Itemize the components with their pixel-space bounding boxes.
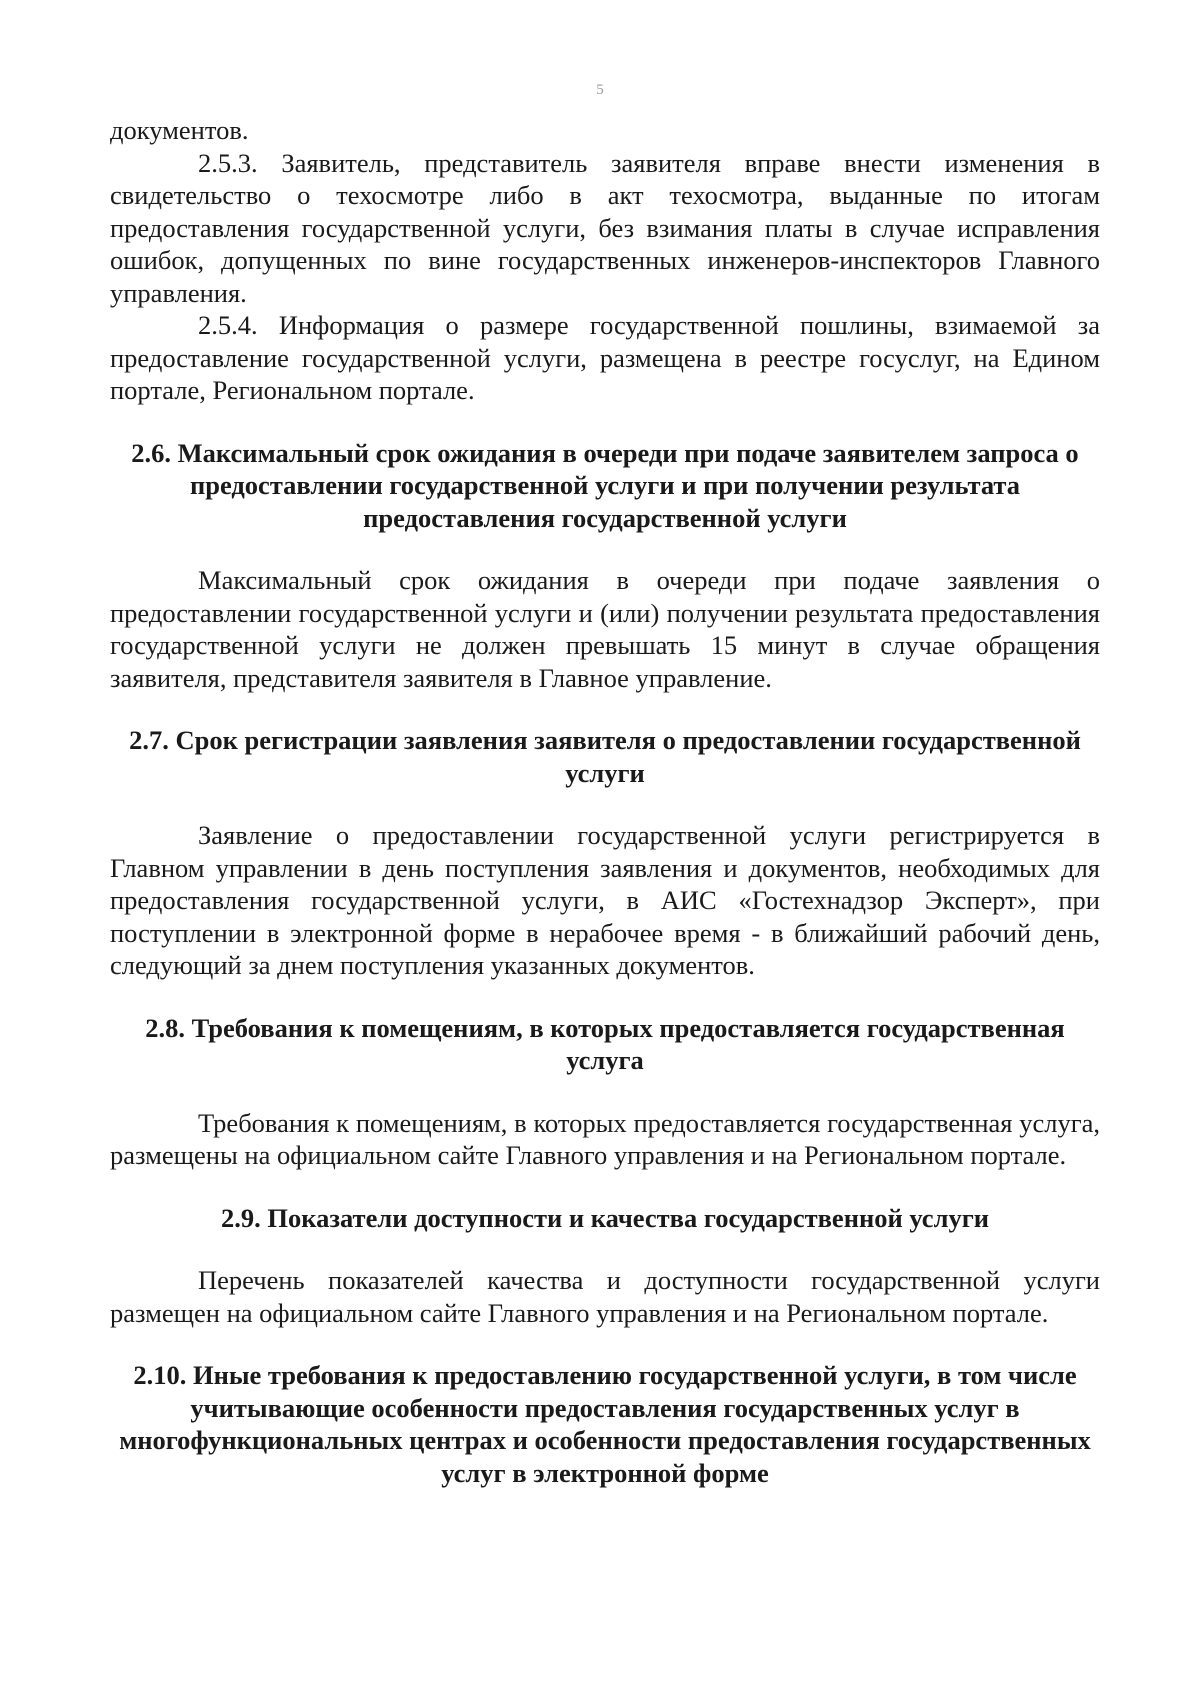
section-heading-2-8: 2.8. Требования к помещениям, в которых предоставляется государственная услуга xyxy=(145,1012,1065,1075)
paragraph-2-8: Требования к помещениям, в которых предоставляется государственная услуга, размещены на официальном сайте Главного управления и на Региональном портале. xyxy=(110,1107,1100,1170)
document-body xyxy=(110,114,1100,1489)
page-number: 5 xyxy=(596,82,604,98)
section-heading-2-7: 2.7. Срок регистрации заявления заявителя о предоставлении государственной услуги xyxy=(129,725,1081,788)
paragraph-2-7: Заявление о предоставлении государственной услуги регистрируется в Главном управлении в день поступления заявления и документов, необходимых для предоставления государственной услуги, в АИС «Гостехнадзор Эксперт», при поступлении в электронной форме в нерабочее время - в ближайший рабочий день, следующий за днем поступления указанных документов. xyxy=(110,820,1100,980)
paragraph-2-9: Перечень показателей качества и доступности государственной услуги размещен на официальном сайте Главного управления и на Региональном портале. xyxy=(110,1265,1100,1328)
section-heading-2-9: 2.9. Показатели доступности и качества государственной услуги xyxy=(220,1202,989,1233)
section-heading-2-10: 2.10. Иные требования к предоставлению государственной услуги, в том числе учитывающие особенности предоставления государственных услуг в многофункциональных центрах и особенности предоставления государственных услуг в электронной форме xyxy=(119,1360,1091,1488)
paragraph-2-6: Максимальный срок ожидания в очереди при подаче заявления о предоставлении государственной услуги и (или) получении результата предоставления государственной услуги не должен превышать 15 минут в случае обращения заявителя, представителя заявителя в Главное управление. xyxy=(110,565,1100,693)
paragraph-2-5-4: 2.5.4. Информация о размере государственной пошлины, взимаемой за предоставление государственной услуги, размещена в реестре госуслуг, на Едином портале, Региональном портале. xyxy=(110,310,1100,405)
paragraph-documents-tail: документов. xyxy=(110,115,249,145)
paragraph-2-5-3: 2.5.3. Заявитель, представитель заявителя вправе внести изменения в свидетельство о техосмотре либо в акт техосмотра, выданные по итогам предоставления государственной услуги, без взимания платы в случае исправления ошибок, допущенных по вине государственных инженеров-инспекторов Главного управления. xyxy=(110,147,1100,308)
section-heading-2-6: 2.6. Максимальный срок ожидания в очереди при подаче заявителем запроса о предоставлении государственной услуги и при получении результата предоставления государственной услуги xyxy=(131,437,1079,533)
